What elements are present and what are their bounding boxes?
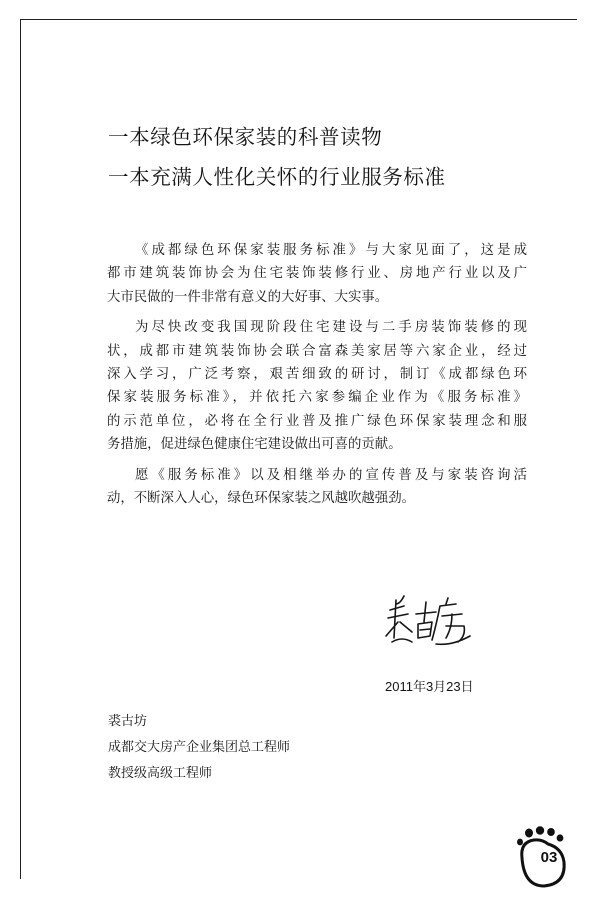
text-line: 动，不断深入人心，绿色环保家装之风越吹越强劲。 bbox=[107, 491, 415, 507]
author-rank: 教授级高级工程师 bbox=[108, 766, 213, 781]
paragraph-2 bbox=[107, 316, 527, 456]
text-line: 大市民做的一件非常有意义的大好事、大实事。 bbox=[107, 289, 389, 305]
text-line: 保家装服务标准》，并依托六家参编企业作为《服务标准》 bbox=[107, 390, 527, 406]
text-line: 务措施，促进绿色健康住宅建设做出可喜的贡献。 bbox=[107, 437, 402, 453]
author-name: 裘古坊 bbox=[108, 714, 148, 729]
text-line: 《成都绿色环保家装服务标准》与大家见面了，这是成 bbox=[135, 243, 527, 258]
headline-1: 一本绿色环保家装的科普读物 bbox=[108, 125, 383, 149]
author-title: 成都交大房产企业集团总工程师 bbox=[108, 740, 291, 755]
text-line: 状，成都市建筑装饰协会联合富森美家居等六家企业，经过 bbox=[107, 343, 527, 359]
headline-2: 一本充满人性化关怀的行业服务标准 bbox=[108, 165, 446, 189]
text-line: 为尽快改变我国现阶段住宅建设与二手房装饰装修的现 bbox=[135, 320, 527, 336]
text-line: 都市建筑装饰协会为住宅装饰装修行业、房地产行业以及广 bbox=[107, 266, 527, 282]
text-line: 深入学习，广泛考察，艰苦细致的研讨，制订《成都绿色环 bbox=[107, 367, 527, 383]
body-text bbox=[107, 239, 527, 510]
date: 2011年3月23日 bbox=[385, 679, 474, 694]
text-line: 愿《服务标准》以及相继举办的宣传普及与家装咨询活 bbox=[135, 467, 527, 483]
author-block bbox=[108, 709, 290, 787]
text-line: 的示范单位，必将在全行业普及推广绿色环保家装理念和服 bbox=[107, 413, 527, 429]
page-number: 03 bbox=[540, 849, 558, 866]
paragraph-3 bbox=[107, 464, 527, 511]
paragraph-1 bbox=[107, 239, 527, 309]
signature bbox=[382, 592, 478, 656]
